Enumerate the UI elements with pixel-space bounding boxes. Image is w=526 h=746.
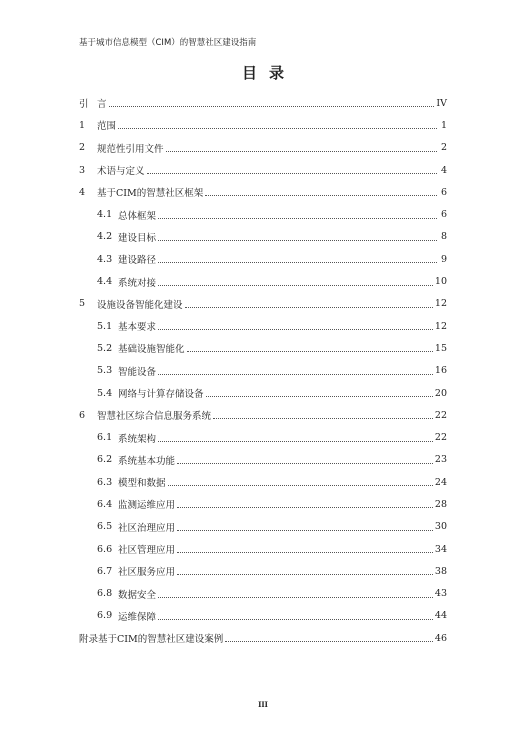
toc-entry-number: 4.4 (97, 276, 113, 288)
toc-entry-title: 规范性引用文件 (97, 143, 164, 155)
toc-entry[interactable] (79, 627, 447, 649)
toc-entry-number: 6.5 (97, 521, 113, 533)
dot-leader (158, 618, 433, 620)
dot-leader (158, 217, 437, 219)
toc-entry-number: 6.6 (97, 543, 113, 555)
toc-entry-page: 15 (434, 342, 447, 354)
toc-entry-number: 5 (79, 298, 86, 310)
toc-entry-page: 12 (434, 320, 447, 332)
toc-entry-title: 系统对接 (118, 277, 157, 289)
toc-entry[interactable] (79, 137, 447, 159)
toc-entry-page: 22 (434, 432, 447, 444)
dot-leader (177, 506, 433, 508)
toc-entry[interactable] (79, 471, 447, 493)
toc-entry-title: 智能设备 (118, 366, 157, 378)
toc-entry-page: 4 (440, 164, 447, 176)
dot-leader (158, 239, 437, 241)
toc-entry-number: 6.8 (97, 588, 113, 600)
dot-leader (158, 596, 433, 598)
toc-entry-title: 社区管理应用 (118, 545, 176, 557)
dot-leader (109, 105, 435, 107)
toc-entry[interactable] (79, 270, 447, 292)
toc-entry[interactable] (79, 538, 447, 560)
toc-entry-number: 1 (79, 119, 86, 131)
dot-leader (177, 529, 433, 531)
table-of-contents (79, 92, 447, 649)
toc-entry-page: 2 (440, 142, 447, 154)
toc-entry[interactable] (79, 226, 447, 248)
toc-entry-title: 建设路径 (118, 255, 157, 267)
toc-entry-title: 系统架构 (118, 433, 157, 445)
toc-entry-title: 系统基本功能 (118, 455, 176, 467)
toc-entry-number: 5.4 (97, 387, 113, 399)
toc-entry-number: 引 (79, 99, 89, 111)
toc-entry-page: 34 (434, 543, 447, 555)
toc-entry[interactable] (79, 583, 447, 605)
dot-leader (177, 573, 433, 575)
dot-leader (158, 284, 433, 286)
page-number: III (258, 700, 268, 709)
toc-entry[interactable] (79, 516, 447, 538)
toc-entry-title: 设施设备智能化建设 (97, 299, 183, 311)
toc-entry-number: 6 (79, 409, 86, 421)
dot-leader (187, 350, 433, 352)
toc-entry-title: 监测运维应用 (118, 500, 176, 512)
toc-entry-title: 社区治理应用 (118, 522, 176, 534)
toc-entry-number: 附录 (79, 634, 99, 646)
dot-leader (213, 417, 433, 419)
dot-leader (158, 261, 437, 263)
toc-entry-number: 4.1 (97, 209, 113, 221)
toc-entry-number: 4 (79, 186, 86, 198)
toc-entry-title: 智慧社区综合信息服务系统 (97, 411, 212, 423)
running-header: 基于城市信息模型（CIM）的智慧社区建设指南 (79, 38, 257, 48)
toc-entry-page: 12 (434, 298, 447, 310)
toc-entry-number: 6.4 (97, 498, 113, 510)
toc-entry-page: 43 (434, 588, 447, 600)
toc-entry-page: 28 (434, 498, 447, 510)
toc-entry-page: 6 (440, 209, 447, 221)
toc-entry-page: 24 (434, 476, 447, 488)
toc-entry-number: 2 (79, 142, 86, 154)
toc-entry-page: 38 (434, 565, 447, 577)
toc-entry-title: 总体框架 (118, 210, 157, 222)
toc-title: 目录 (241, 64, 296, 82)
toc-entry-number: 5.3 (97, 365, 113, 377)
toc-entry[interactable] (79, 337, 447, 359)
toc-entry-number: 3 (79, 164, 86, 176)
toc-entry[interactable] (79, 315, 447, 337)
toc-entry[interactable] (79, 404, 447, 426)
toc-entry[interactable] (79, 360, 447, 382)
toc-entry-number: 5.1 (97, 320, 113, 332)
toc-entry-number: 4.3 (97, 253, 113, 265)
toc-entry-title: 基础设施智能化 (118, 344, 185, 356)
dot-leader (118, 127, 437, 129)
toc-entry-title: 模型和数据 (118, 478, 166, 490)
toc-entry-title: 运维保障 (118, 611, 157, 623)
toc-entry-page: 16 (434, 365, 447, 377)
dot-leader (158, 440, 433, 442)
dot-leader (206, 395, 433, 397)
toc-entry[interactable] (79, 560, 447, 582)
dot-leader (177, 551, 433, 553)
dot-leader (205, 194, 437, 196)
toc-entry-title: 言 (97, 99, 107, 111)
toc-entry[interactable] (79, 248, 447, 270)
dot-leader (158, 328, 433, 330)
toc-entry-page: 10 (434, 276, 447, 288)
dot-leader (225, 640, 433, 642)
toc-entry-number: 4.2 (97, 231, 113, 243)
toc-entry-number: 6.1 (97, 432, 113, 444)
toc-entry-title: 网络与计算存储设备 (118, 389, 204, 400)
toc-entry[interactable] (79, 605, 447, 627)
toc-entry-number: 6.2 (97, 454, 113, 466)
toc-entry-page: 23 (434, 454, 447, 466)
dot-leader (147, 172, 437, 174)
dot-leader (177, 462, 433, 464)
toc-entry-title: 基于CIM的智慧社区框架 (97, 188, 204, 200)
toc-entry-number: 5.2 (97, 342, 113, 354)
toc-entry[interactable] (79, 449, 447, 471)
toc-entry[interactable] (79, 159, 447, 181)
toc-entry-title: 范围 (97, 121, 117, 133)
toc-entry-title: 数据安全 (118, 589, 157, 601)
dot-leader (168, 484, 433, 486)
toc-entry-page: 20 (434, 387, 447, 399)
toc-entry-title: 建设目标 (118, 232, 157, 244)
toc-entry-page: 8 (440, 231, 447, 243)
toc-entry-title: 社区服务应用 (118, 567, 176, 579)
toc-entry-page: 44 (434, 610, 447, 622)
toc-entry[interactable] (79, 181, 447, 203)
toc-entry-page: 9 (440, 253, 447, 265)
toc-entry-page: 30 (434, 521, 447, 533)
toc-entry[interactable] (79, 92, 447, 114)
dot-leader (158, 373, 433, 375)
toc-entry-number: 6.3 (97, 476, 113, 488)
dot-leader (185, 306, 433, 308)
toc-entry[interactable] (79, 114, 447, 136)
toc-entry-page: 6 (440, 186, 447, 198)
toc-entry[interactable] (79, 203, 447, 225)
toc-entry-title: 术语与定义 (97, 166, 145, 178)
toc-entry[interactable] (79, 382, 447, 404)
toc-entry-title: 基本要求 (118, 322, 157, 334)
toc-entry[interactable] (79, 293, 447, 315)
toc-entry-page: IV (436, 97, 447, 109)
toc-entry-page: 46 (434, 632, 447, 644)
toc-entry-number: 6.7 (97, 565, 113, 577)
dot-leader (166, 150, 437, 152)
toc-entry[interactable] (79, 426, 447, 448)
toc-entry-title: 基于CIM的智慧社区建设案例 (98, 634, 224, 646)
toc-entry-number: 6.9 (97, 610, 113, 622)
toc-entry-page: 1 (440, 119, 447, 131)
toc-entry-page: 22 (434, 409, 447, 421)
toc-entry[interactable] (79, 493, 447, 515)
